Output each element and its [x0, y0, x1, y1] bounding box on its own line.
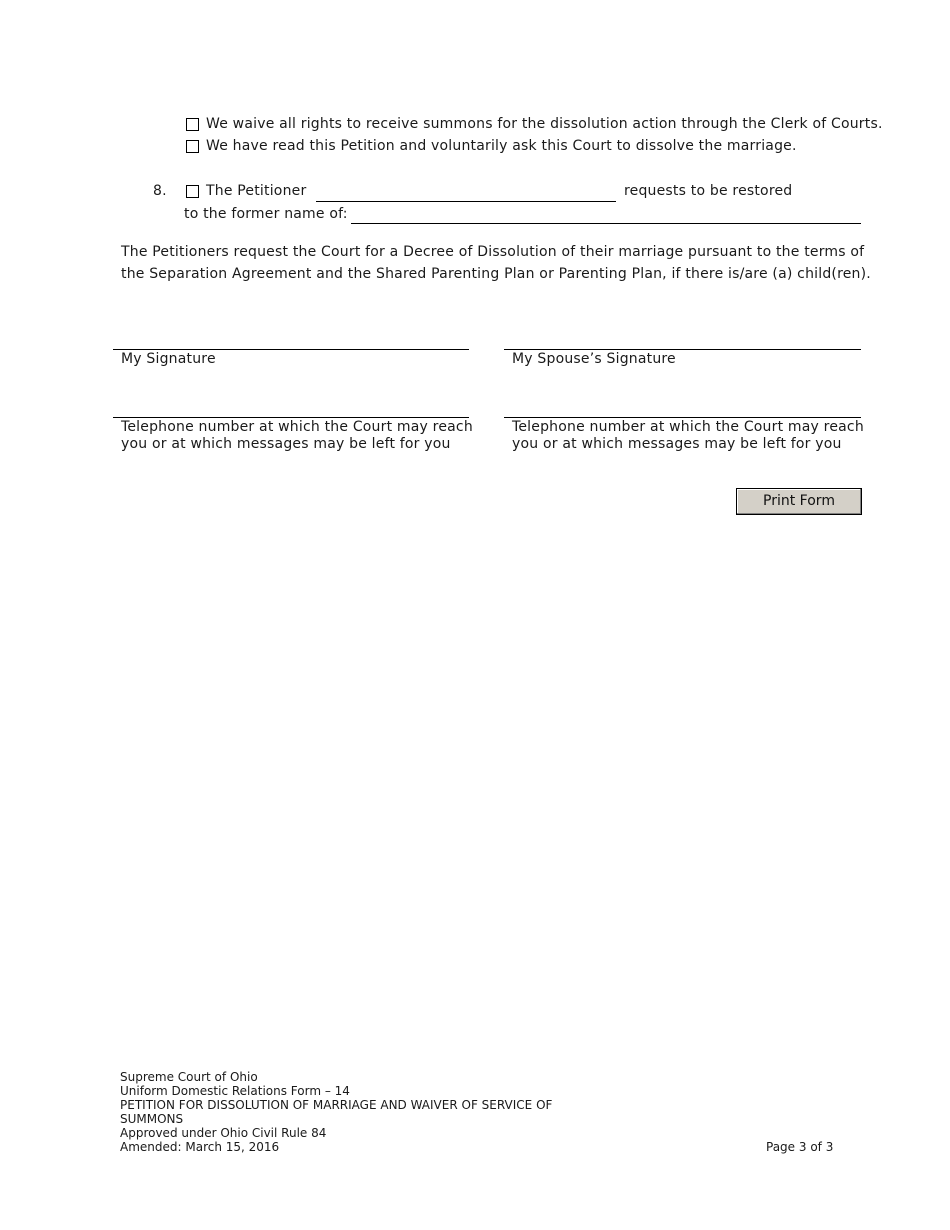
print-form-button[interactable]: Print Form	[736, 488, 862, 515]
request-line-1: The Petitioners request the Court for a Decree of Dissolution of their marriage pursuant to the terms of	[121, 244, 865, 260]
my-phone-line-2: you or at which messages may be left for you	[121, 436, 451, 452]
my-signature-label: My Signature	[121, 351, 216, 367]
former-name-field[interactable]	[351, 223, 861, 224]
former-name-label: to the former name of:	[184, 206, 348, 222]
footer-form: Uniform Domestic Relations Form – 14	[120, 1084, 350, 1098]
footer-title-2: SUMMONS	[120, 1112, 184, 1126]
spouse-phone-label	[512, 419, 864, 453]
spouse-phone-line-2: you or at which messages may be left for you	[512, 436, 842, 452]
my-phone-field[interactable]	[113, 417, 469, 418]
restored-label: requests to be restored	[624, 183, 793, 199]
petitioner-label: The Petitioner	[206, 183, 307, 199]
request-line-2: the Separation Agreement and the Shared Parenting Plan or Parenting Plan, if there is/are (a) child(ren).	[121, 266, 871, 282]
page-number: Page 3 of 3	[766, 1140, 834, 1154]
spouse-signature-field[interactable]	[504, 349, 861, 350]
spouse-phone-line-1: Telephone number at which the Court may reach	[512, 419, 864, 435]
waive-summons-label: We waive all rights to receive summons for the dissolution action through the Clerk of Courts.	[206, 116, 883, 132]
footer-amended: Amended: March 15, 2016	[120, 1140, 280, 1154]
request-paragraph	[121, 241, 871, 285]
read-petition-checkbox[interactable]	[186, 140, 199, 153]
read-petition-label: We have read this Petition and voluntarily ask this Court to dissolve the marriage.	[206, 138, 797, 154]
footer-court: Supreme Court of Ohio	[120, 1070, 258, 1084]
my-phone-line-1: Telephone number at which the Court may reach	[121, 419, 473, 435]
spouse-signature-label: My Spouse’s Signature	[512, 351, 676, 367]
my-signature-field[interactable]	[113, 349, 469, 350]
footer-title-1: PETITION FOR DISSOLUTION OF MARRIAGE AND WAIVER OF SERVICE OF	[120, 1098, 553, 1112]
my-phone-label	[121, 419, 473, 453]
footer-approved: Approved under Ohio Civil Rule 84	[120, 1126, 327, 1140]
waive-summons-checkbox[interactable]	[186, 118, 199, 131]
petitioner-name-field[interactable]	[316, 201, 616, 202]
item-number: 8.	[153, 183, 167, 199]
spouse-phone-field[interactable]	[504, 417, 861, 418]
restore-name-checkbox[interactable]	[186, 185, 199, 198]
footer-info	[120, 1070, 552, 1154]
